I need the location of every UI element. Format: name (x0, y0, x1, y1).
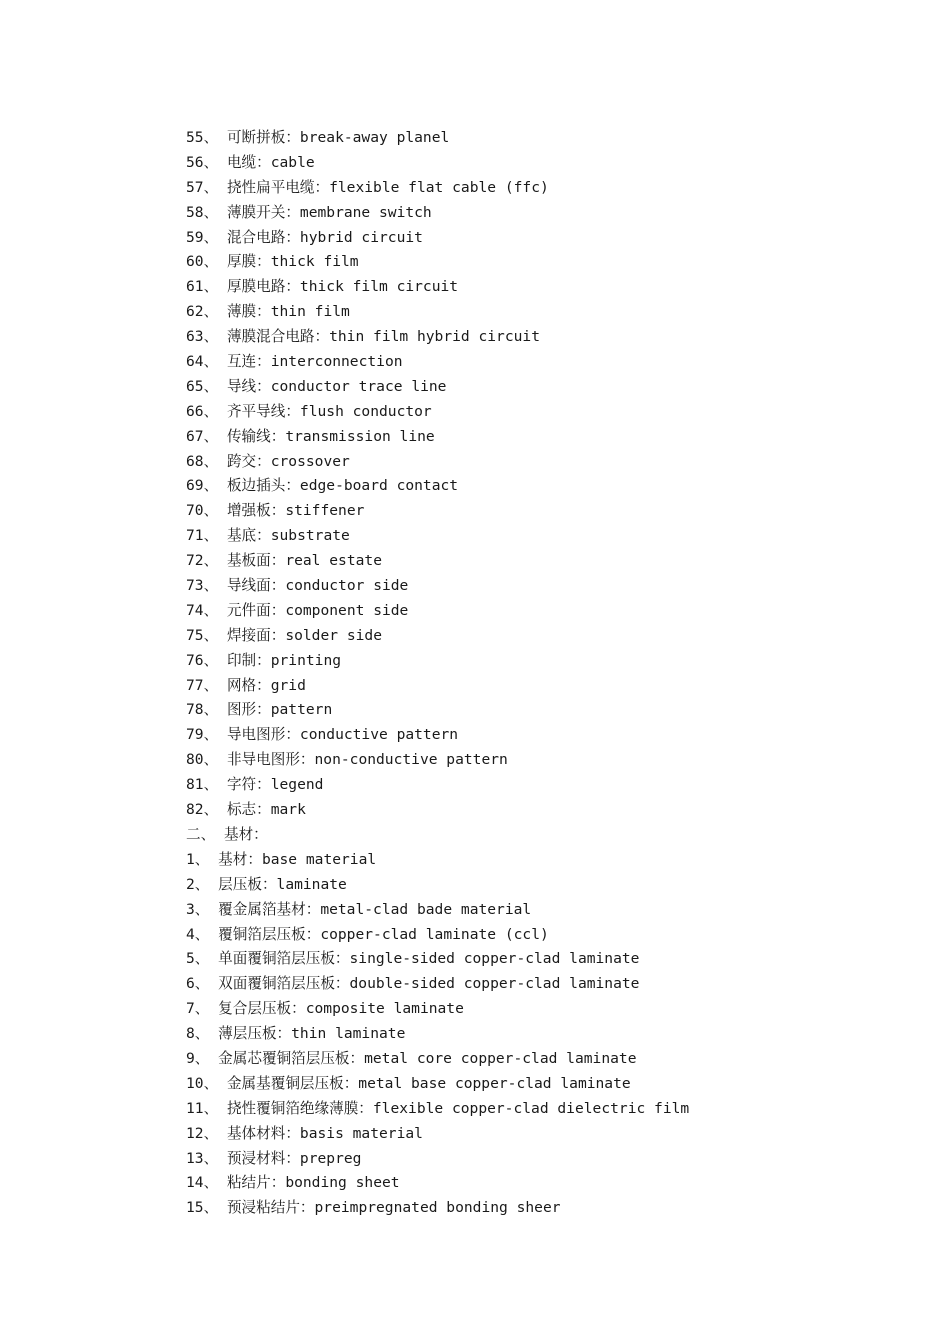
glossary-entry (186, 250, 886, 275)
glossary-entry-text: 二、 基材： (186, 825, 268, 843)
glossary-entry (186, 325, 886, 350)
glossary-entry (186, 450, 886, 475)
glossary-entry (186, 723, 886, 748)
glossary-entry (186, 1022, 886, 1047)
glossary-entry (186, 698, 886, 723)
glossary-entry-text: 80、 非导电图形：non-conductive pattern (186, 751, 508, 769)
glossary-entry (186, 748, 886, 773)
glossary-entry (186, 599, 886, 624)
glossary-entry-text: 6、 双面覆铜箔层压板：double-sided copper-clad laminate (186, 975, 640, 993)
glossary-entry-text: 2、 层压板：laminate (186, 875, 347, 893)
glossary-entry-text: 12、 基体材料：basis material (186, 1124, 423, 1142)
glossary-entry (186, 425, 886, 450)
glossary-entry-text: 56、 电缆：cable (186, 153, 315, 171)
glossary-entry-text: 81、 字符：legend (186, 776, 324, 794)
glossary-entry-text: 61、 厚膜电路：thick film circuit (186, 278, 459, 296)
glossary-entry-text: 64、 互连：interconnection (186, 353, 403, 371)
glossary-entry (186, 201, 886, 226)
glossary-entry (186, 947, 886, 972)
glossary-entry-text: 15、 预浸粘结片：preimpregnated bonding sheer (186, 1199, 561, 1217)
glossary-entry-text: 9、 金属芯覆铜箔层压板：metal core copper-clad laminate (186, 1049, 637, 1067)
glossary-entry-text: 71、 基底：substrate (186, 527, 350, 545)
glossary-entry (186, 1147, 886, 1172)
glossary-entry-text: 59、 混合电路：hybrid circuit (186, 228, 423, 246)
glossary-entry-text: 5、 单面覆铜箔层压板：single-sided copper-clad laminate (186, 950, 640, 968)
glossary-entry (186, 1072, 886, 1097)
glossary-entry-text: 62、 薄膜：thin film (186, 303, 350, 321)
glossary-entry (186, 649, 886, 674)
glossary-entry (186, 997, 886, 1022)
glossary-entry-text: 8、 薄层压板：thin laminate (186, 1025, 406, 1043)
glossary-entry (186, 674, 886, 699)
glossary-entry-text: 74、 元件面：component side (186, 601, 409, 619)
glossary-entry (186, 474, 886, 499)
glossary-entry (186, 400, 886, 425)
glossary-entry (186, 375, 886, 400)
glossary-entry (186, 151, 886, 176)
glossary-entry-text: 68、 跨交：crossover (186, 452, 350, 470)
glossary-entry-text: 77、 网格：grid (186, 676, 306, 694)
glossary-entry (186, 226, 886, 251)
glossary-list (186, 126, 886, 1221)
glossary-entry (186, 898, 886, 923)
glossary-entry-text: 14、 粘结片：bonding sheet (186, 1174, 400, 1192)
glossary-entry (186, 275, 886, 300)
glossary-entry-text: 11、 挠性覆铜箔绝缘薄膜：flexible copper-clad dielectric film (186, 1099, 690, 1117)
glossary-entry-text: 65、 导线：conductor trace line (186, 377, 447, 395)
glossary-entry-text: 1、 基材：base material (186, 850, 377, 868)
glossary-entry-text: 75、 焊接面：solder side (186, 626, 382, 644)
glossary-entry (186, 300, 886, 325)
glossary-entry-text: 73、 导线面：conductor side (186, 577, 409, 595)
glossary-entry-text: 10、 金属基覆铜层压板：metal base copper-clad laminate (186, 1074, 631, 1092)
glossary-entry (186, 848, 886, 873)
glossary-entry (186, 350, 886, 375)
glossary-entry-text: 63、 薄膜混合电路：thin film hybrid circuit (186, 328, 540, 346)
glossary-entry (186, 524, 886, 549)
glossary-entry (186, 923, 886, 948)
glossary-entry-text: 67、 传输线：transmission line (186, 427, 435, 445)
glossary-entry-text: 76、 印制：printing (186, 651, 342, 669)
glossary-entry (186, 798, 886, 823)
glossary-entry-text: 60、 厚膜：thick film (186, 253, 359, 271)
glossary-entry (186, 499, 886, 524)
glossary-entry-text: 13、 预浸材料：prepreg (186, 1149, 362, 1167)
glossary-entry-text: 3、 覆金属箔基材：metal-clad bade material (186, 900, 532, 918)
glossary-entry-text: 55、 可断拼板：break-away planel (186, 129, 450, 146)
glossary-entry (186, 1047, 886, 1072)
glossary-entry (186, 574, 886, 599)
glossary-entry (186, 549, 886, 574)
glossary-entry-text: 82、 标志：mark (186, 801, 306, 819)
glossary-entry (186, 1196, 886, 1221)
glossary-entry (186, 972, 886, 997)
glossary-entry-text: 57、 挠性扁平电缆：flexible flat cable (ffc) (186, 178, 549, 196)
glossary-entry-text: 69、 板边插头：edge-board contact (186, 477, 459, 495)
glossary-entry (186, 126, 886, 151)
glossary-entry (186, 1097, 886, 1122)
glossary-entry (186, 176, 886, 201)
glossary-entry-text: 66、 齐平导线：flush conductor (186, 402, 432, 420)
glossary-entry-text: 72、 基板面：real estate (186, 552, 382, 570)
glossary-entry (186, 773, 886, 798)
glossary-entry-text: 79、 导电图形：conductive pattern (186, 726, 459, 744)
glossary-entry (186, 873, 886, 898)
glossary-entry-text: 4、 覆铜箔层压板：copper-clad laminate (ccl) (186, 925, 549, 943)
glossary-entry-text: 7、 复合层压板：composite laminate (186, 1000, 464, 1018)
glossary-entry-text: 58、 薄膜开关：membrane switch (186, 203, 432, 221)
glossary-entry (186, 1171, 886, 1196)
glossary-entry (186, 624, 886, 649)
glossary-entry (186, 1122, 886, 1147)
glossary-entry-text: 70、 增强板：stiffener (186, 502, 365, 520)
glossary-entry-text: 78、 图形：pattern (186, 701, 333, 719)
glossary-entry (186, 823, 886, 848)
